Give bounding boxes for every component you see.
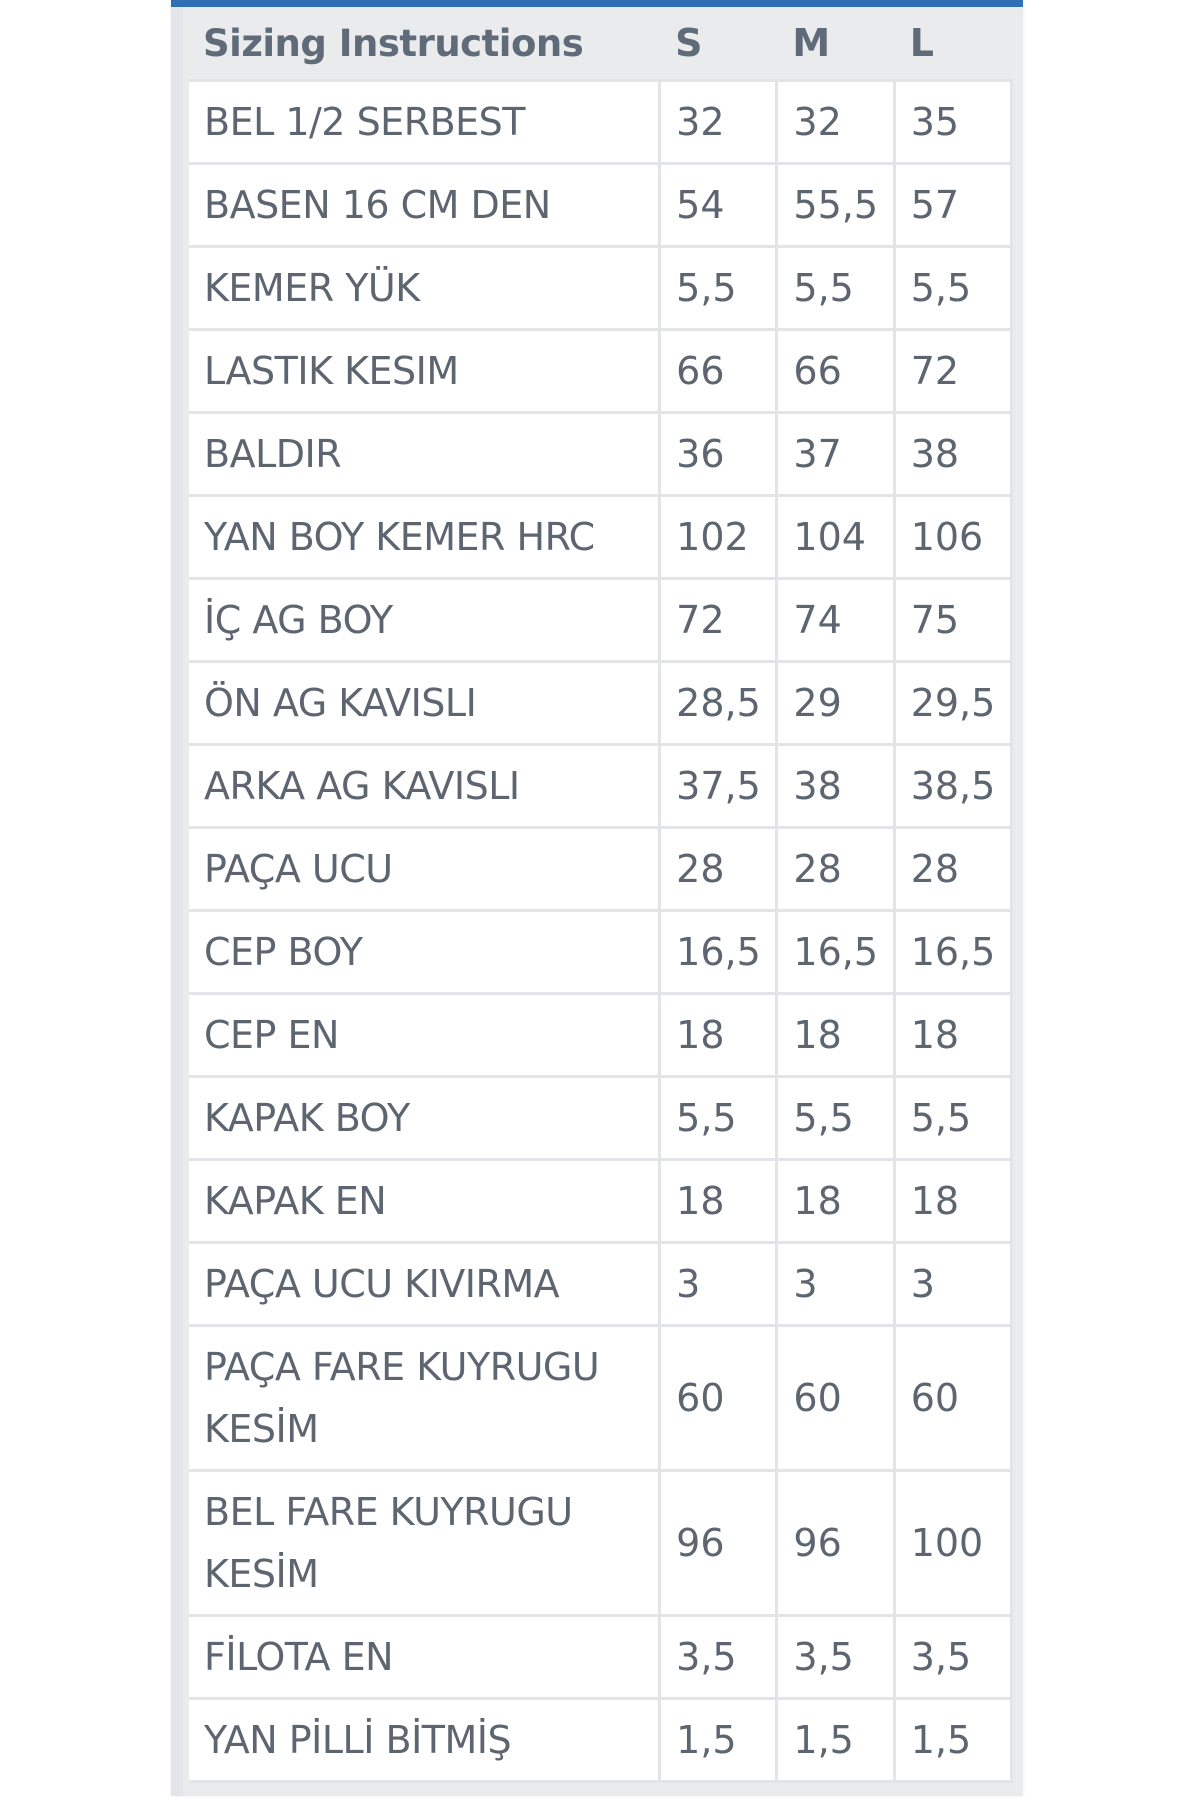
- table-row: [189, 1241, 1013, 1324]
- size-l-value: 3: [896, 1241, 1013, 1324]
- size-m-value: 18: [778, 992, 895, 1075]
- size-m-value: 38: [778, 743, 895, 826]
- size-m-value: 5,5: [778, 245, 895, 328]
- size-l-value: 57: [896, 162, 1013, 245]
- row-label: İÇ AG BOY: [189, 577, 661, 660]
- header-size-l: L: [896, 7, 1013, 79]
- row-label: CEP EN: [189, 992, 661, 1075]
- size-l-value: 75: [896, 577, 1013, 660]
- size-s-value: 1,5: [661, 1697, 778, 1783]
- size-m-value: 74: [778, 577, 895, 660]
- table-row: [189, 162, 1013, 245]
- size-m-value: 1,5: [778, 1697, 895, 1783]
- size-m-value: 104: [778, 494, 895, 577]
- size-m-value: 96: [778, 1469, 895, 1614]
- table-row: [189, 411, 1013, 494]
- size-s-value: 5,5: [661, 1075, 778, 1158]
- size-l-value: 3,5: [896, 1614, 1013, 1697]
- row-label: KAPAK BOY: [189, 1075, 661, 1158]
- table-row: [189, 743, 1013, 826]
- table-row: [189, 992, 1013, 1075]
- size-m-value: 37: [778, 411, 895, 494]
- sizing-table-panel: [171, 0, 1023, 1796]
- size-m-value: 18: [778, 1158, 895, 1241]
- table-row: [189, 1158, 1013, 1241]
- table-row: [189, 79, 1013, 162]
- size-s-value: 32: [661, 79, 778, 162]
- table-row: [189, 1075, 1013, 1158]
- header-size-s: S: [661, 7, 778, 79]
- row-label: CEP BOY: [189, 909, 661, 992]
- accent-bar: [171, 0, 1023, 7]
- row-label: KAPAK EN: [189, 1158, 661, 1241]
- row-label: ÖN AG KAVISLI: [189, 660, 661, 743]
- table-row: [189, 1614, 1013, 1697]
- table-row: [189, 909, 1013, 992]
- table-row: [189, 245, 1013, 328]
- size-l-value: 29,5: [896, 660, 1013, 743]
- row-label: BALDIR: [189, 411, 661, 494]
- size-m-value: 29: [778, 660, 895, 743]
- size-m-value: 5,5: [778, 1075, 895, 1158]
- sizing-table: [189, 7, 1013, 1783]
- table-row: [189, 1469, 1013, 1614]
- size-s-value: 5,5: [661, 245, 778, 328]
- row-label: YAN BOY KEMER HRC: [189, 494, 661, 577]
- row-label: KEMER YÜK: [189, 245, 661, 328]
- table-row: [189, 660, 1013, 743]
- row-label: BEL FARE KUYRUGU KESİM: [189, 1469, 661, 1614]
- row-label: BASEN 16 CM DEN: [189, 162, 661, 245]
- size-s-value: 96: [661, 1469, 778, 1614]
- size-l-value: 16,5: [896, 909, 1013, 992]
- size-m-value: 3: [778, 1241, 895, 1324]
- size-l-value: 38,5: [896, 743, 1013, 826]
- table-header: [189, 7, 1013, 79]
- size-l-value: 18: [896, 992, 1013, 1075]
- table-row: [189, 1697, 1013, 1783]
- size-l-value: 5,5: [896, 1075, 1013, 1158]
- size-s-value: 37,5: [661, 743, 778, 826]
- size-s-value: 72: [661, 577, 778, 660]
- row-label: FİLOTA EN: [189, 1614, 661, 1697]
- row-label: BEL 1/2 SERBEST: [189, 79, 661, 162]
- size-s-value: 66: [661, 328, 778, 411]
- size-l-value: 18: [896, 1158, 1013, 1241]
- header-sizing-instructions: Sizing Instructions: [189, 7, 661, 79]
- table-row: [189, 1324, 1013, 1469]
- header-row: [189, 7, 1013, 79]
- size-m-value: 60: [778, 1324, 895, 1469]
- size-s-value: 60: [661, 1324, 778, 1469]
- size-s-value: 3: [661, 1241, 778, 1324]
- size-l-value: 100: [896, 1469, 1013, 1614]
- size-m-value: 3,5: [778, 1614, 895, 1697]
- size-l-value: 60: [896, 1324, 1013, 1469]
- table-body: [189, 79, 1013, 1783]
- table-row: [189, 494, 1013, 577]
- size-m-value: 55,5: [778, 162, 895, 245]
- row-label: PAÇA UCU KIVIRMA: [189, 1241, 661, 1324]
- size-s-value: 36: [661, 411, 778, 494]
- row-label: ARKA AG KAVISLI: [189, 743, 661, 826]
- size-m-value: 28: [778, 826, 895, 909]
- size-m-value: 16,5: [778, 909, 895, 992]
- size-s-value: 18: [661, 992, 778, 1075]
- header-size-m: M: [778, 7, 895, 79]
- table-row: [189, 577, 1013, 660]
- size-s-value: 28: [661, 826, 778, 909]
- table-row: [189, 826, 1013, 909]
- row-label: PAÇA UCU: [189, 826, 661, 909]
- size-s-value: 28,5: [661, 660, 778, 743]
- size-s-value: 102: [661, 494, 778, 577]
- size-s-value: 16,5: [661, 909, 778, 992]
- size-s-value: 54: [661, 162, 778, 245]
- size-l-value: 28: [896, 826, 1013, 909]
- size-l-value: 1,5: [896, 1697, 1013, 1783]
- size-l-value: 5,5: [896, 245, 1013, 328]
- size-l-value: 38: [896, 411, 1013, 494]
- panel-left-edge: [171, 7, 183, 1796]
- size-l-value: 35: [896, 79, 1013, 162]
- size-l-value: 72: [896, 328, 1013, 411]
- row-label: YAN PİLLİ BİTMİŞ: [189, 1697, 661, 1783]
- size-s-value: 3,5: [661, 1614, 778, 1697]
- size-s-value: 18: [661, 1158, 778, 1241]
- size-l-value: 106: [896, 494, 1013, 577]
- size-m-value: 66: [778, 328, 895, 411]
- row-label: LASTIK KESIM: [189, 328, 661, 411]
- size-m-value: 32: [778, 79, 895, 162]
- row-label: PAÇA FARE KUYRUGU KESİM: [189, 1324, 661, 1469]
- table-row: [189, 328, 1013, 411]
